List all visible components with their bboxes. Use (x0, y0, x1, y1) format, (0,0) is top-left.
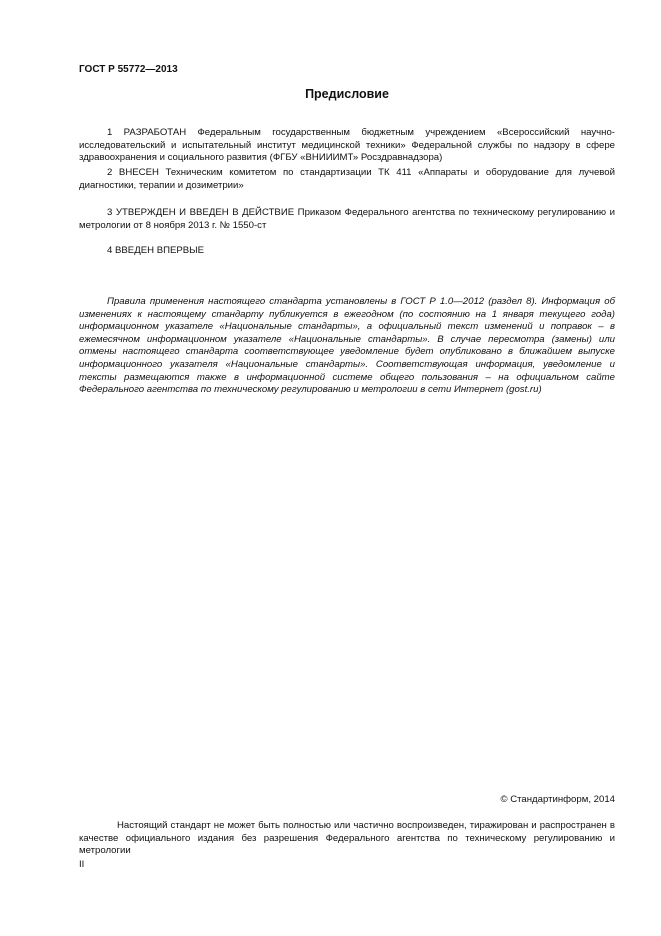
foreword-item-developed: 1 РАЗРАБОТАН Федеральным государственным бюджетным учреждением «Всероссийский научно-исследовательский и испытательный институт медицинской техники» Федеральной службы по надзору в сфере здравоохранения и социального развития (ФГБУ «ВНИИИМТ» Росздравнадзора) (79, 127, 615, 164)
application-rules-note: Правила применения настоящего стандарта установлены в ГОСТ Р 1.0—2012 (раздел 8). Информация об изменениях к настоящему стандарту публикуется в ежегодном (по состоянию на 1 января текущего года) информационном указателе «Национальные стандарты», а официальный текст изменений и поправок – в ежемесячном информационном указателе «Национальные стандарты». В случае пересмотра (замены) или отмены настоящего стандарта соответствующее уведомление будет опубликовано в ближайшем выпуске информационного указателя «Национальные стандарты». Соответствующая информация, уведомление и тексты размещаются также в информационной системе общего пользования – на официальном сайте Федерального агентства по техническому регулированию и метрологии в сети Интернет (gost.ru) (79, 296, 615, 396)
foreword-item-approved: 3 УТВЕРЖДЕН И ВВЕДЕН В ДЕЙСТВИЕ Приказом Федерального агентства по техническому регулированию и метрологии от 8 ноября 2013 г. № 1550-ст (79, 207, 615, 231)
reproduction-disclaimer: Настоящий стандарт не может быть полностью или частично воспроизведен, тиражирован и распространен в качестве официального издания без разрешения Федерального агентства по техническому регулированию и метрологии (79, 820, 615, 857)
foreword-item-introduced: 4 ВВЕДЕН ВПЕРВЫЕ (107, 245, 205, 256)
page-number: II (79, 859, 85, 870)
document-code-header: ГОСТ Р 55772—2013 (79, 64, 178, 75)
copyright-notice: © Стандартинформ, 2014 (500, 794, 615, 805)
foreword-item-submitted: 2 ВНЕСЕН Техническим комитетом по стандартизации ТК 411 «Аппараты и оборудование для лучевой диагностики, терапии и дозиметрии» (79, 167, 615, 191)
page-title: Предисловие (305, 87, 389, 101)
